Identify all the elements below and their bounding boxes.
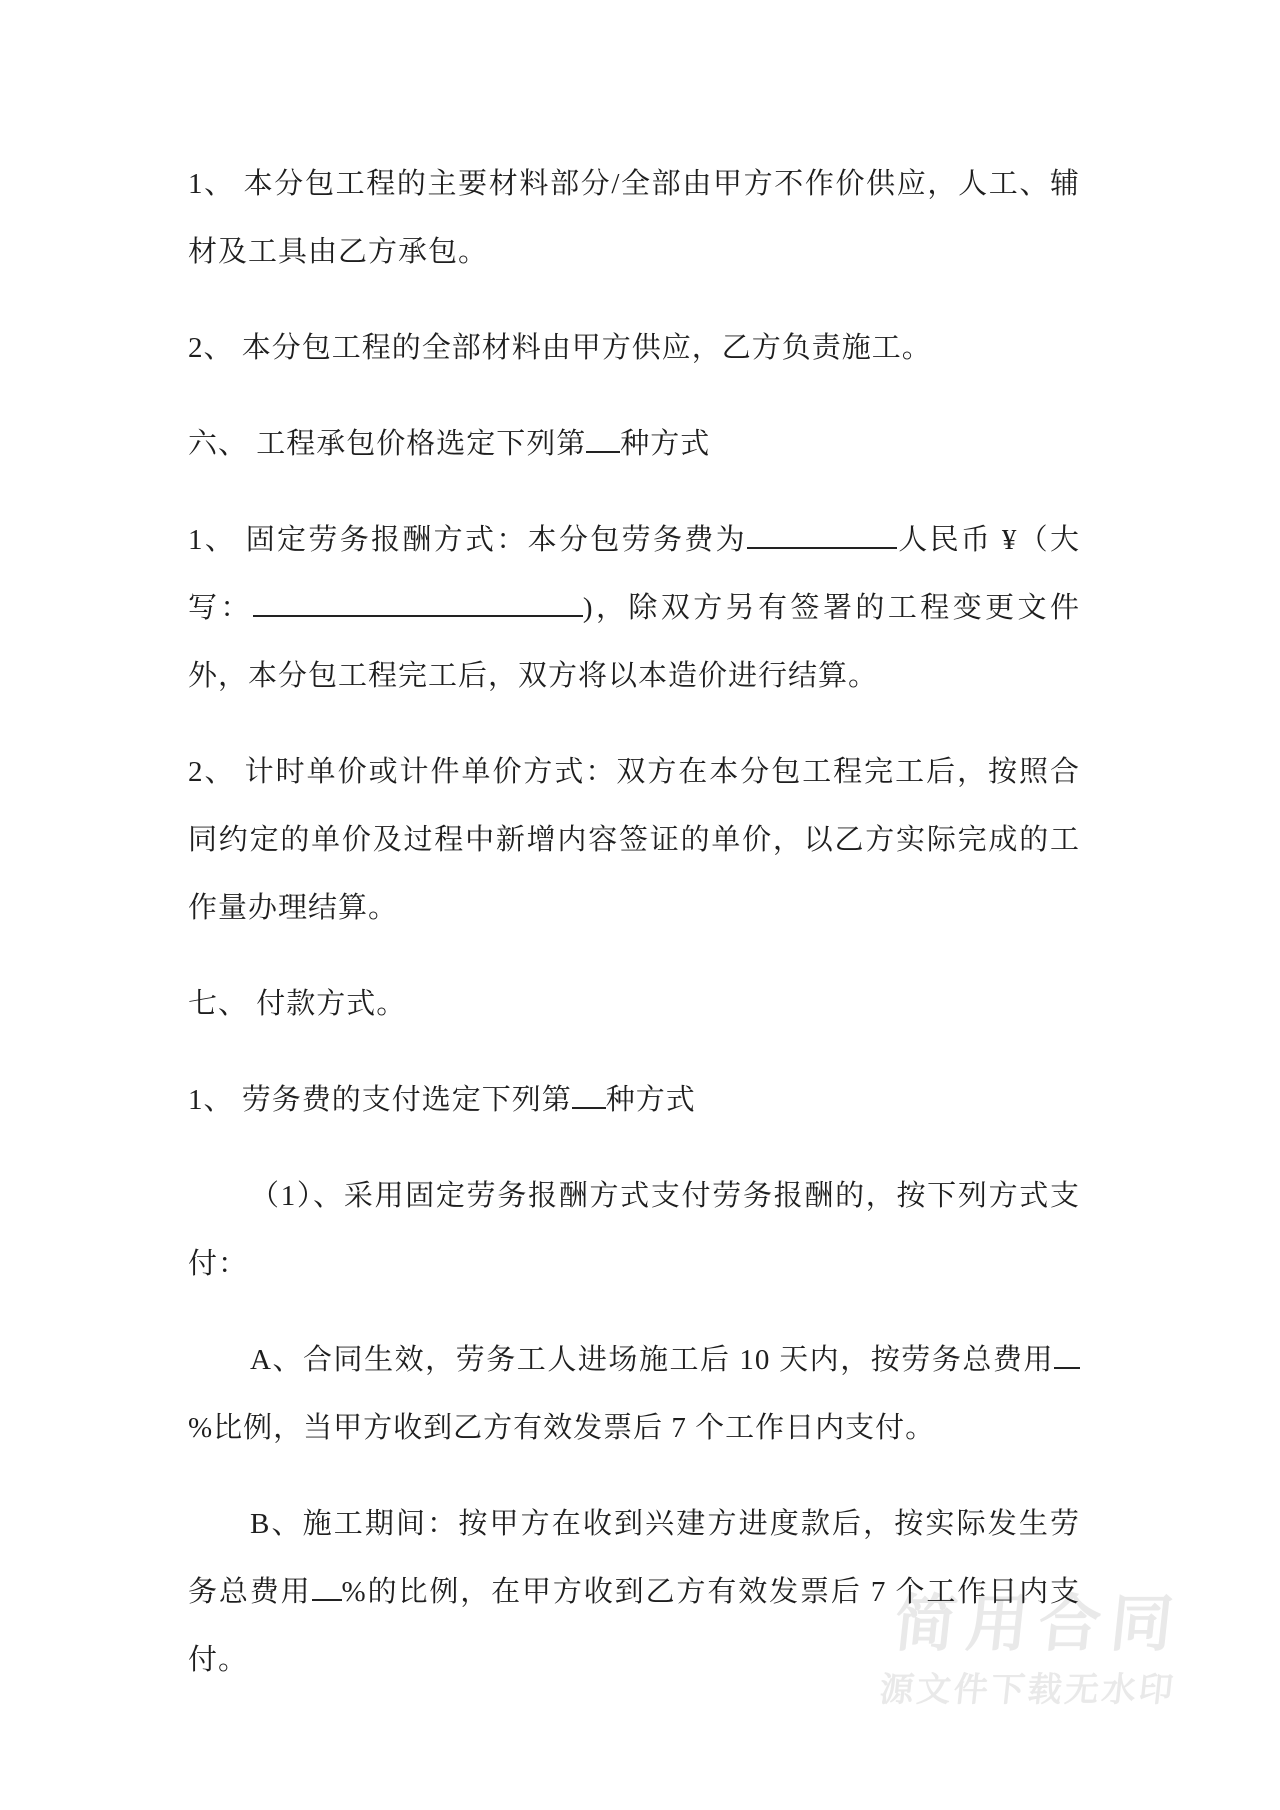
text-segment: 种方式 bbox=[620, 428, 711, 460]
contract-body bbox=[188, 150, 1080, 1722]
fill-in-blank bbox=[572, 1079, 606, 1109]
text-segment: 六、 工程承包价格选定下列第 bbox=[188, 428, 587, 460]
text-segment: %比例，当甲方收到乙方有效发票后 7 个工作日内支付。 bbox=[188, 1412, 936, 1444]
text-segment: 2、 计时单价或计件单价方式：双方在本分包工程完工后，按照合同约定的单价及过程中新增内容签证的单价，以乙方实际完成的工作量办理结算。 bbox=[188, 756, 1080, 924]
fill-in-blank bbox=[747, 519, 897, 549]
text-segment: 1、 固定劳务报酬方式：本分包劳务费为 bbox=[188, 524, 747, 556]
clause-7-item-1-sub-1-b bbox=[188, 1490, 1080, 1694]
clause-6-heading bbox=[188, 410, 1080, 478]
fill-in-blank bbox=[1054, 1339, 1080, 1369]
text-segment: A、合同生效，劳务工人进场施工后 10 天内，按劳务总费用 bbox=[250, 1344, 1054, 1376]
clause-7-heading bbox=[188, 970, 1080, 1038]
text-segment: )，除双方另有签署的工程变更文件外，本分包工程完工后，双方将以本造价进行结算。 bbox=[188, 592, 1080, 692]
text-segment: 1、 本分包工程的主要材料部分/全部由甲方不作价供应，人工、辅材及工具由乙方承包。 bbox=[188, 168, 1080, 268]
text-segment: B、施工期间：按甲方在收到兴建方进度款后，按实际发生劳务总费用 bbox=[188, 1508, 1080, 1608]
text-segment: 人民币 ¥（大写： bbox=[188, 524, 1080, 624]
clause-6-option-1 bbox=[188, 506, 1080, 710]
text-segment: 1、 劳务费的支付选定下列第 bbox=[188, 1084, 572, 1116]
fill-in-blank bbox=[586, 423, 620, 453]
fill-in-blank bbox=[312, 1571, 342, 1601]
watermark-logo-text: 简用合同 bbox=[891, 1590, 1187, 1659]
clause-7-item-1 bbox=[188, 1066, 1080, 1134]
clause-7-item-1-sub-1-a bbox=[188, 1326, 1080, 1462]
text-segment: %的比例，在甲方收到乙方有效发票后 7 个工作日内支付。 bbox=[188, 1576, 1080, 1676]
text-segment: 种方式 bbox=[605, 1084, 696, 1116]
text-segment: 2、 本分包工程的全部材料由甲方供应，乙方负责施工。 bbox=[188, 332, 932, 364]
text-segment: （1）、采用固定劳务报酬方式支付劳务报酬的，按下列方式支付： bbox=[188, 1180, 1080, 1280]
clause-7-item-1-sub-1 bbox=[188, 1162, 1080, 1298]
clause-materials-option-2 bbox=[188, 314, 1080, 382]
clause-materials-option-1 bbox=[188, 150, 1080, 286]
fill-in-blank bbox=[253, 587, 583, 617]
clause-6-option-2 bbox=[188, 738, 1080, 942]
watermark-subtitle-text: 源文件下载无水印 bbox=[877, 1671, 1178, 1709]
text-segment: 七、 付款方式。 bbox=[188, 988, 407, 1020]
